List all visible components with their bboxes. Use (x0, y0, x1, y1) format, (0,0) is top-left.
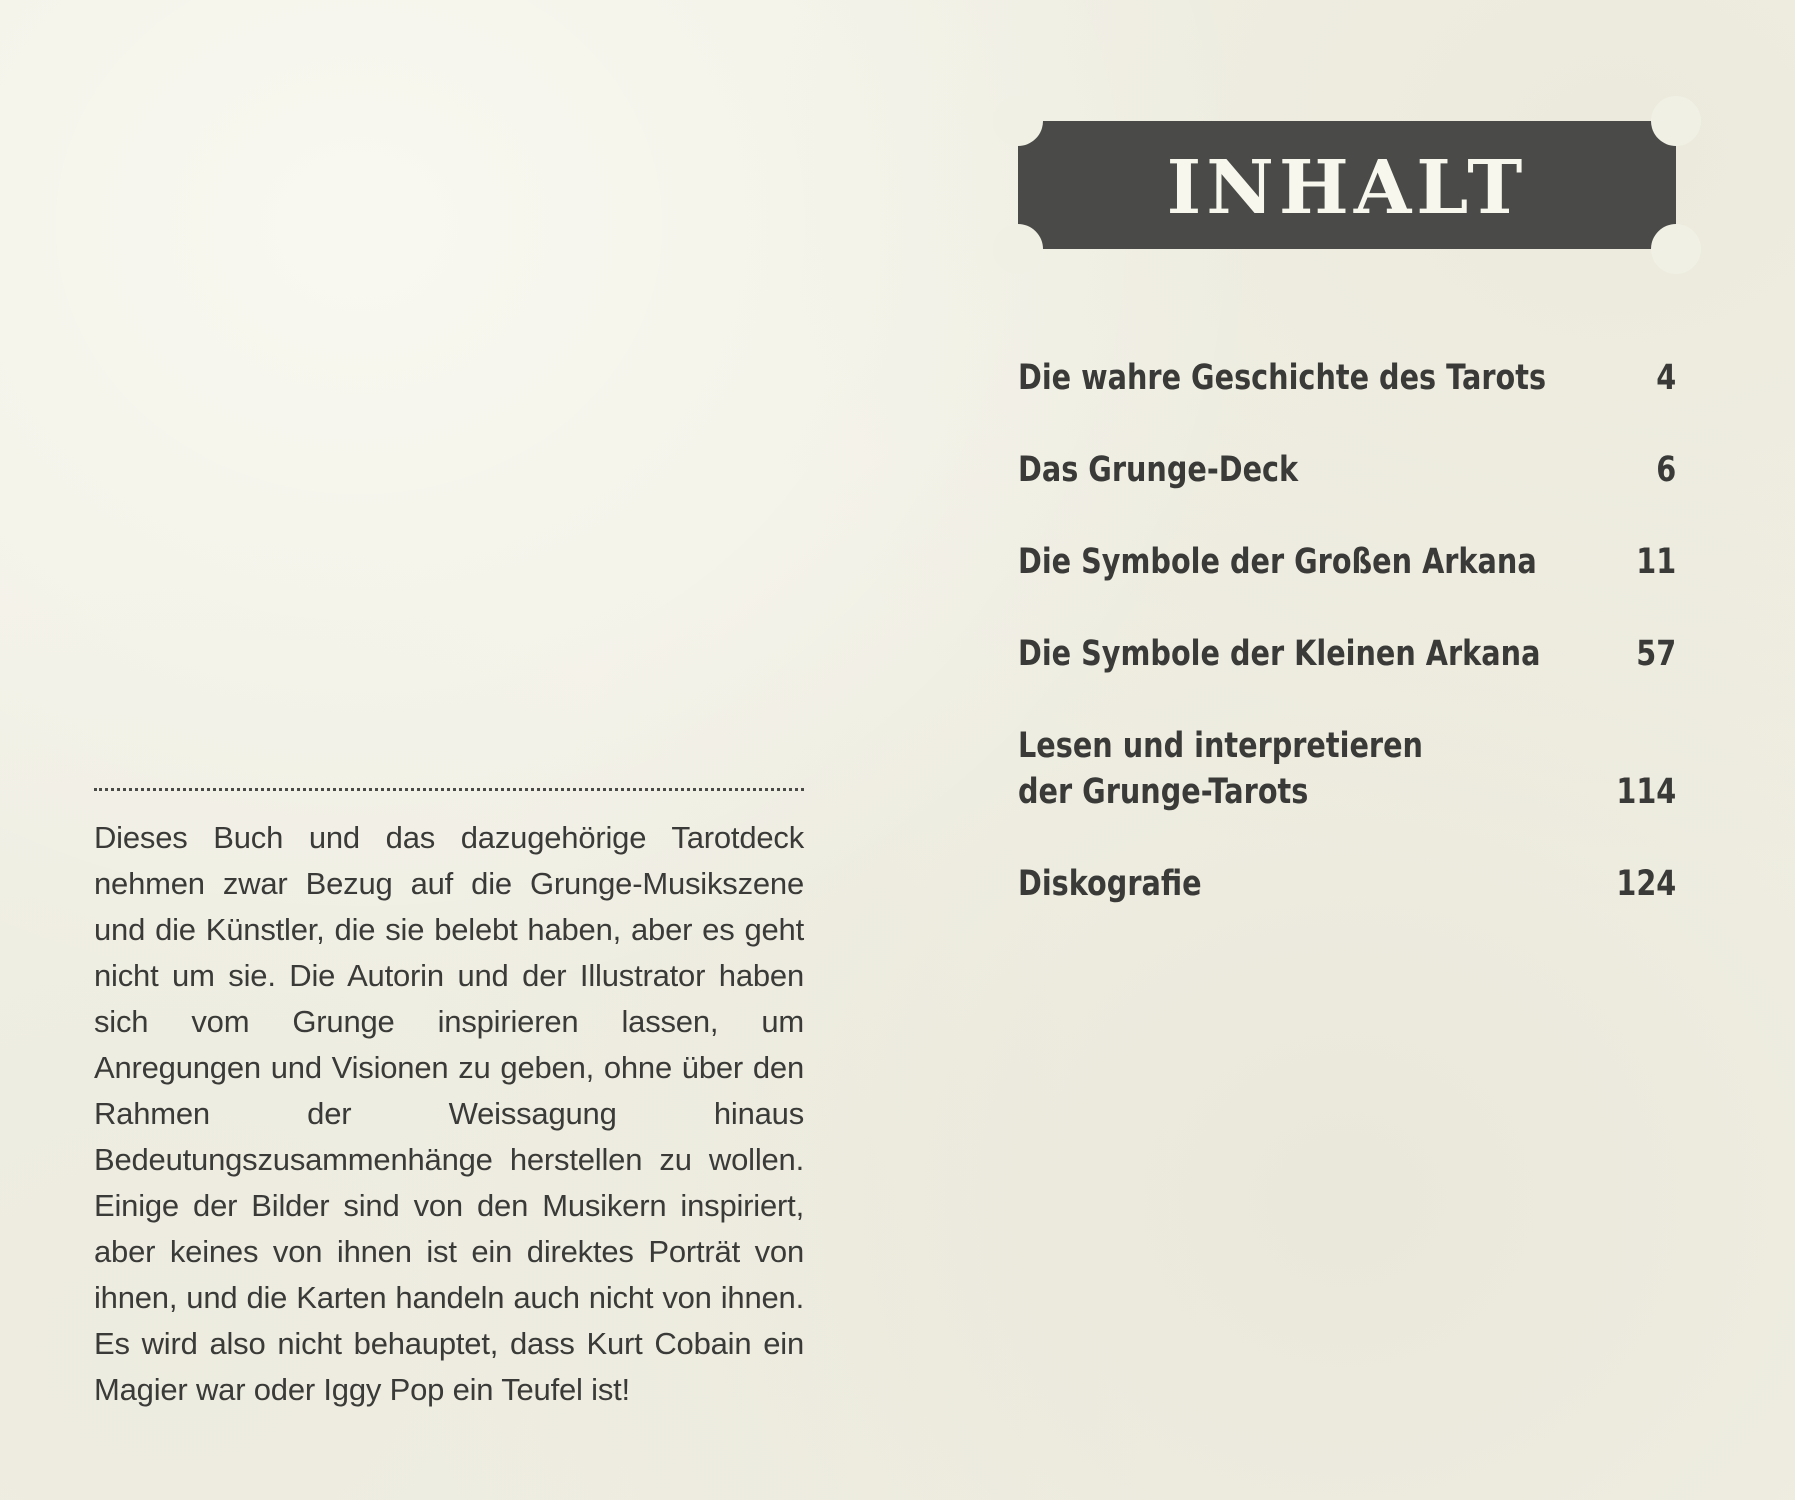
toc-entry-page: 11 (1636, 542, 1677, 582)
toc-entry-page: 4 (1656, 358, 1677, 398)
toc-entry-title: Die wahre Geschichte des Tarots (1018, 358, 1547, 398)
toc-entry[interactable] (1018, 631, 1676, 677)
toc-entry-title: Die Symbole der Kleinen Arkana (1018, 634, 1541, 674)
toc-entry-page: 124 (1616, 864, 1677, 904)
contents-banner (1018, 121, 1676, 249)
toc-entry[interactable] (1018, 355, 1676, 401)
dotted-divider (94, 788, 804, 791)
toc-entry-title: Lesen und interpretieren der Grunge-Tarots (1018, 726, 1423, 812)
toc-entry[interactable] (1018, 539, 1676, 585)
toc-entry[interactable] (1018, 447, 1676, 493)
disclaimer-text: Dieses Buch und das dazugehörige Tarotdeck nehmen zwar Bezug auf die Grunge-Musikszene und die Künstler, die sie belebt haben, aber es geht nicht um sie. Die Autorin und der Illustrator haben sich vom Grunge inspirieren lassen, um Anregungen und Visionen zu geben, ohne über den Rahmen der Weissagung hinaus Bedeutungszusammenhänge herstellen zu wollen. Einige der Bilder sind von den Musikern inspiriert, aber keines von ihnen ist ein direktes Porträt von ihnen, und die Karten handeln auch nicht von ihnen. Es wird also nicht behauptet, dass Kurt Cobain ein Magier war oder Iggy Pop ein Teufel ist! (94, 820, 804, 1407)
toc-entry[interactable] (1018, 723, 1676, 815)
toc-entry-page: 114 (1616, 772, 1677, 812)
table-of-contents (1018, 355, 1676, 953)
toc-entry[interactable] (1018, 861, 1676, 907)
disclaimer-note (94, 788, 804, 1413)
contents-heading: INHALT (1166, 145, 1528, 231)
toc-entry-page: 57 (1636, 634, 1677, 674)
toc-entry-title: Die Symbole der Großen Arkana (1018, 542, 1537, 582)
toc-entry-page: 6 (1656, 450, 1677, 490)
toc-entry-title: Diskografie (1018, 864, 1202, 904)
toc-entry-title: Das Grunge-Deck (1018, 450, 1299, 490)
